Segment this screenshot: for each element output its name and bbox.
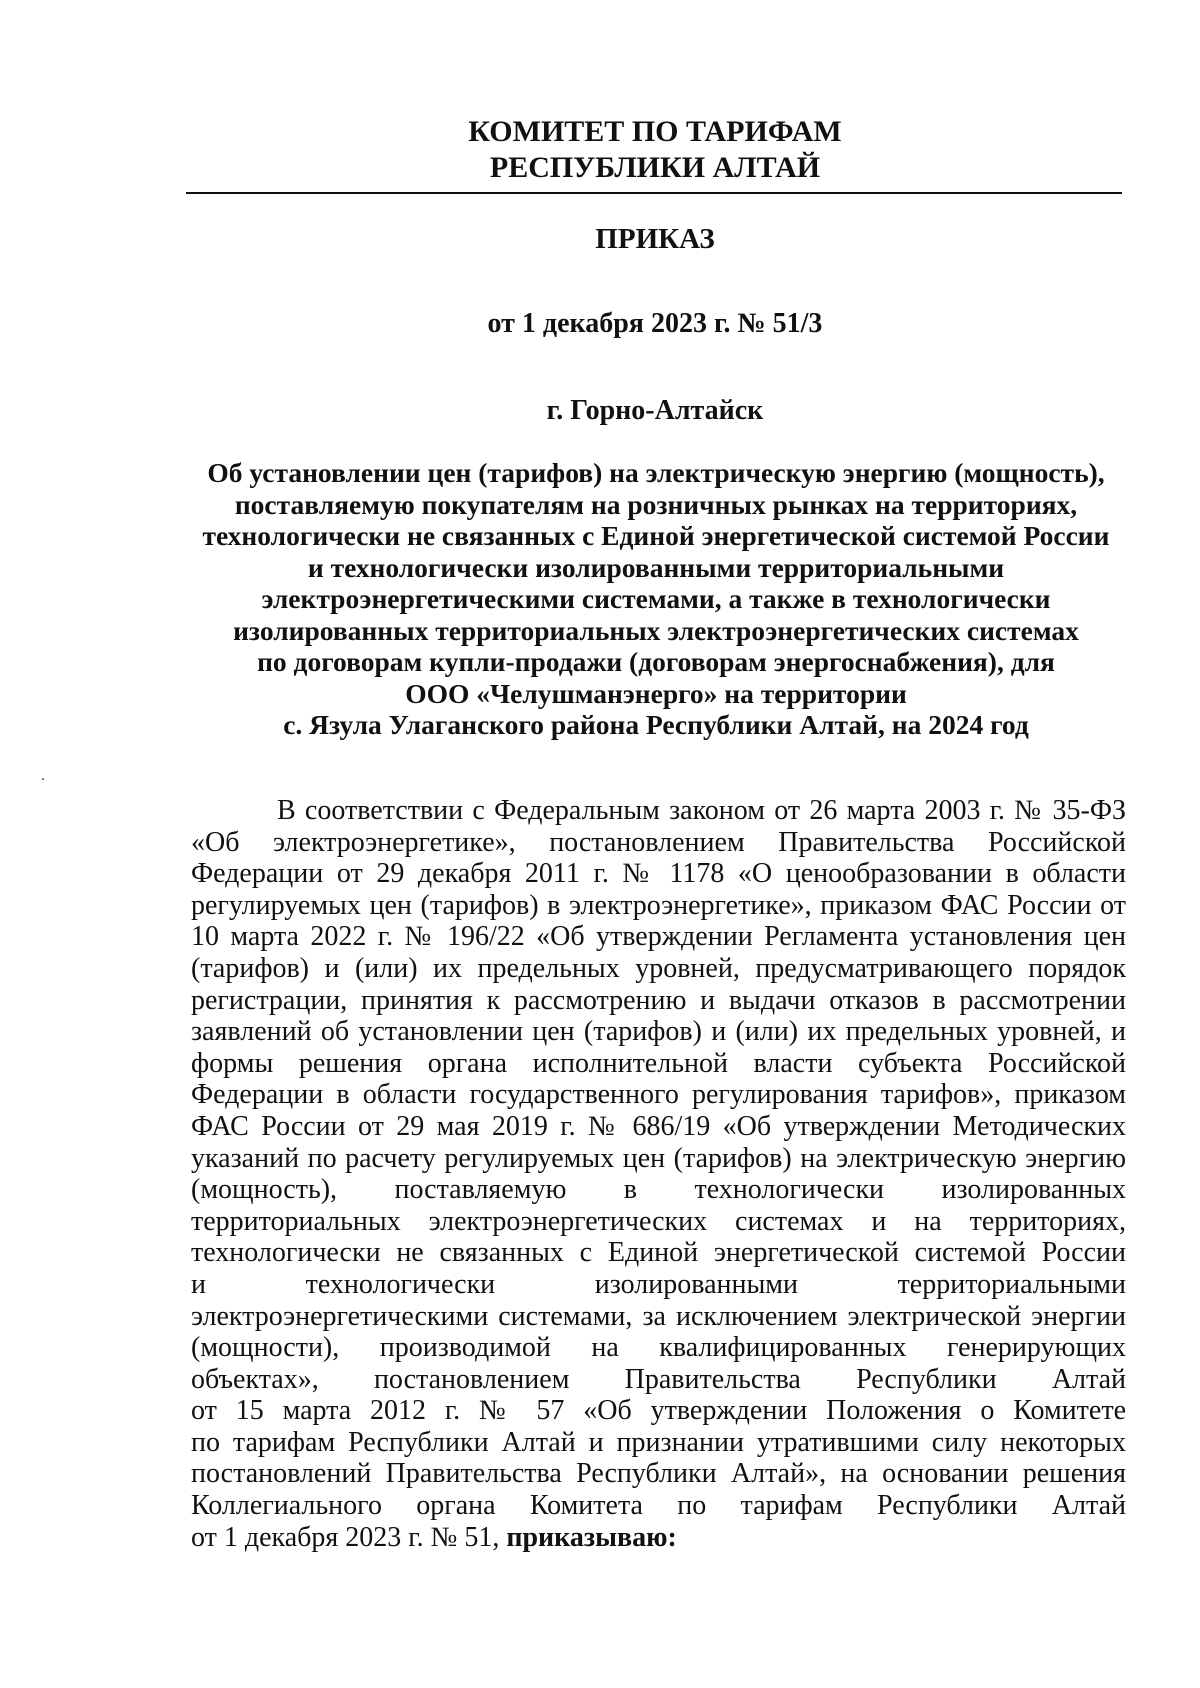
preamble-paragraph (191, 795, 1126, 1553)
order-verb: приказываю: (506, 1521, 677, 1553)
body-line: указаний по расчету регулируемых цен (тарифов) на электрическую энергию (191, 1142, 1126, 1174)
title-line: по договорам купли-продажи (договорам энергоснабжения), для (257, 646, 1055, 677)
body-line: Коллегиального органа Комитета по тарифам Республики Алтай (191, 1490, 1126, 1522)
body-line: заявлений об установлении цен (тарифов) и (или) их предельных уровней, и (191, 1016, 1126, 1048)
issuer-name-line-1: КОМИТЕТ ПО ТАРИФАМ (468, 115, 842, 148)
body-line: формы решения органа исполнительной власти субъекта Российской (191, 1047, 1126, 1079)
body-line: (мощность), поставляемую в технологически изолированных (191, 1174, 1126, 1206)
body-line: 10 марта 2022 г. № 196/22 «Об утверждении Регламента установления цен (191, 921, 1126, 953)
body-line: (тарифов) и (или) их предельных уровней, предусматривающего порядок (191, 952, 1126, 984)
document-type: ПРИКАЗ (595, 223, 715, 255)
body-line: и технологически изолированными территориальными (191, 1268, 1126, 1300)
document-title (186, 457, 1126, 741)
scan-speck (42, 778, 44, 780)
body-line: электроэнергетическими системами, за исключением электрической энергии (191, 1300, 1126, 1332)
body-line-text: от 1 декабря 2023 г. № 51, (191, 1521, 500, 1553)
body-line: Федерации от 29 декабря 2011 г. № 1178 «О ценообразовании в области (191, 858, 1126, 890)
body-line: технологически не связанных с Единой энергетической системой России (191, 1237, 1126, 1269)
document-place: г. Горно-Алтайск (546, 395, 764, 426)
body-line: Федерации в области государственного регулирования тарифов», приказом (191, 1079, 1126, 1111)
title-line: ООО «Челушманэнерго» на территории (405, 677, 907, 709)
body-line: объектах», постановлением Правительства Республики Алтай (191, 1363, 1126, 1395)
document-date-number: от 1 декабря 2023 г. № 51/3 (487, 308, 823, 339)
title-line: электроэнергетическими системами, а также в технологически (261, 583, 1051, 614)
body-line: постановлений Правительства Республики Алтай», на основании решения (191, 1458, 1126, 1490)
title-line: изолированных территориальных электроэнергетических системах (233, 614, 1079, 646)
body-line: регулируемых цен (тарифов) в электроэнергетике», приказом ФАС России от (191, 889, 1126, 921)
body-line: по тарифам Республики Алтай и признании утратившими силу некоторых (191, 1426, 1126, 1458)
body-line: территориальных электроэнергетических системах и на территориях, (191, 1205, 1126, 1237)
title-line: технологически не связанных с Единой энергетической системой России (202, 520, 1110, 551)
issuer-name-line-2: РЕСПУБЛИКИ АЛТАЙ (489, 151, 821, 184)
title-line: Об установлении цен (тарифов) на электрическую энергию (мощность), (207, 457, 1105, 488)
body-line: В соответствии с Федеральным законом от 26 марта 2003 г. № 35-ФЗ (277, 795, 1126, 826)
header-divider (186, 192, 1122, 194)
body-line: ФАС России от 29 мая 2019 г. № 686/19 «Об утверждении Методических (191, 1110, 1126, 1142)
body-line: от 15 марта 2012 г. № 57 «Об утверждении Положения о Комитете (191, 1395, 1126, 1427)
body-line: (мощности), производимой на квалифицированных генерирующих (191, 1332, 1126, 1364)
body-line: регистрации, принятия к рассмотрению и выдачи отказов в рассмотрении (191, 984, 1126, 1016)
body-line: «Об электроэнергетике», постановлением Правительства Российской (191, 826, 1126, 858)
title-line: и технологически изолированными территориальными (307, 551, 1005, 583)
title-line: с. Язула Улаганского района Республики Алтай, на 2024 год (283, 709, 1029, 740)
title-line: поставляемую покупателям на розничных рынках на территориях, (234, 488, 1078, 520)
body-last-line (191, 1522, 1126, 1554)
